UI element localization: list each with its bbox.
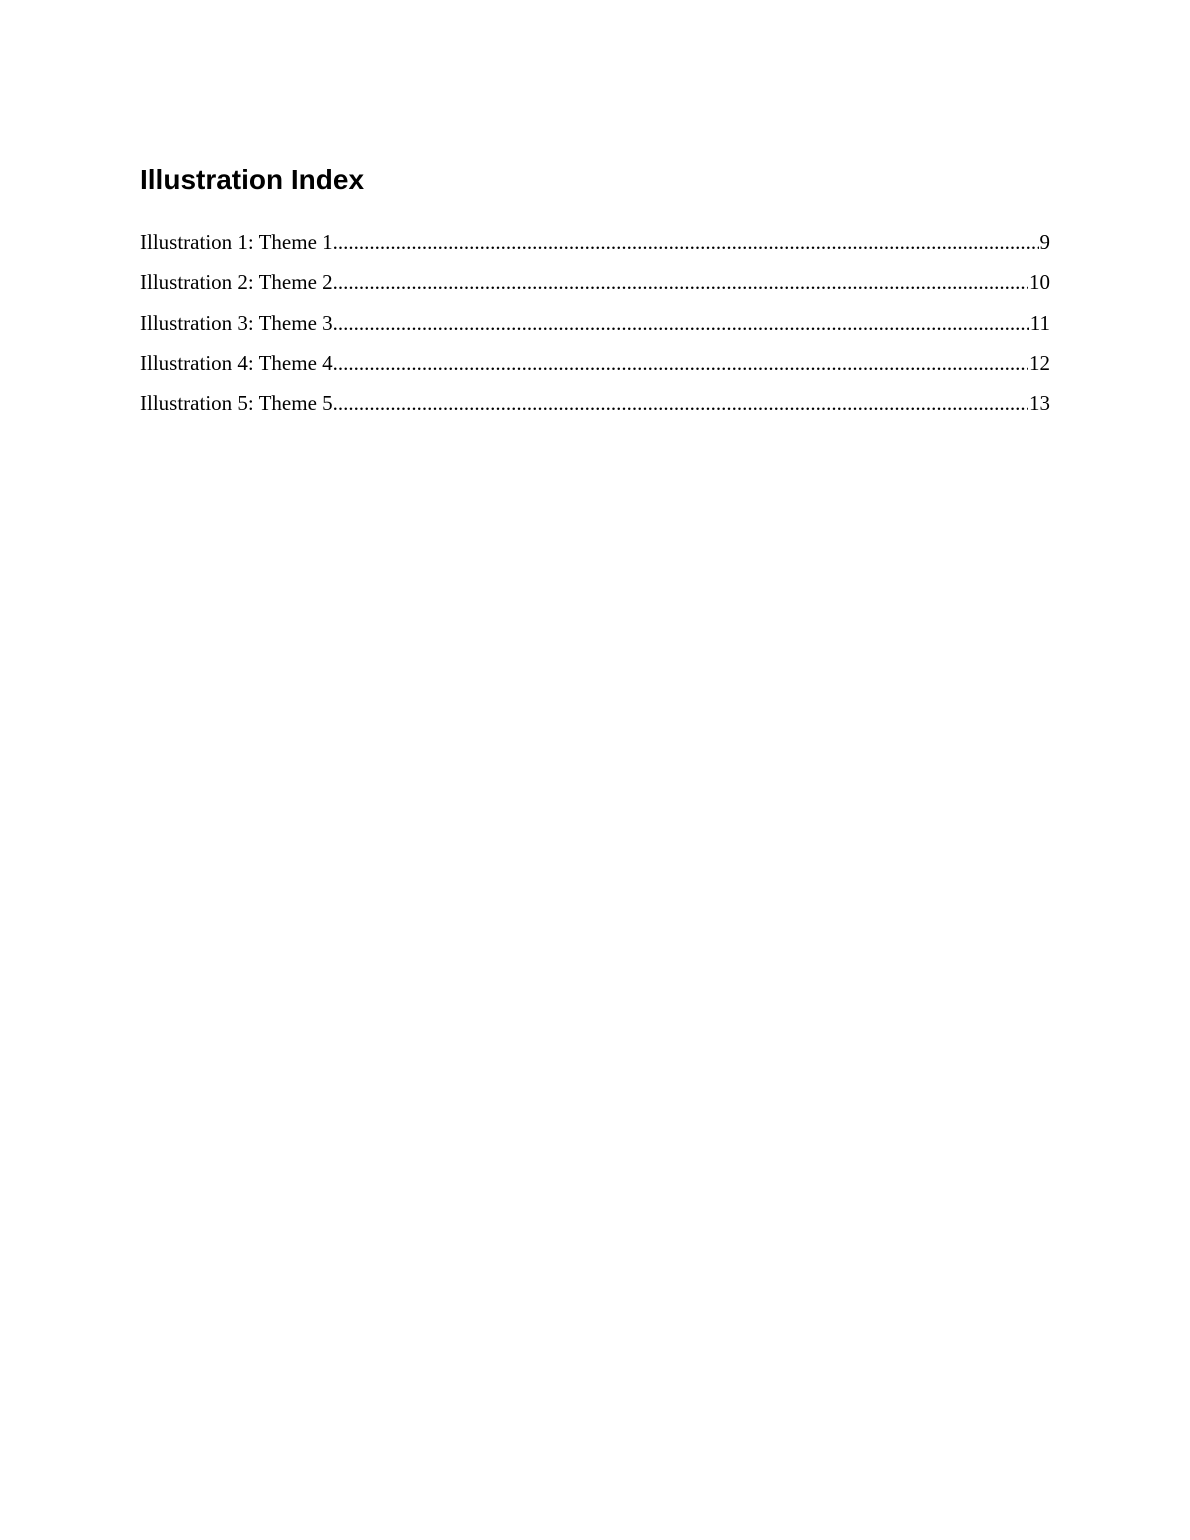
index-entry-label: Illustration 2: Theme 2 <box>140 270 333 295</box>
index-entry-label: Illustration 4: Theme 4 <box>140 350 333 375</box>
index-entry-illustration-1[interactable] <box>140 222 1050 262</box>
index-entry-label: Illustration 3: Theme 3 <box>140 310 333 335</box>
dot-leader <box>333 303 1029 343</box>
index-entry-illustration-2[interactable] <box>140 262 1050 302</box>
index-entry-page-number: 10 <box>1029 270 1050 295</box>
index-entry-page-number: 9 <box>1039 230 1050 254</box>
index-entry-label: Illustration 1: Theme 1 <box>140 230 333 254</box>
illustration-index-heading: Illustration Index <box>140 164 365 195</box>
index-entry-page-number: 12 <box>1029 350 1050 375</box>
dot-leader <box>333 222 1039 262</box>
index-entry-page-number: 13 <box>1029 391 1050 416</box>
dot-leader <box>333 262 1028 302</box>
dot-leader <box>333 343 1028 383</box>
index-entry-illustration-5[interactable] <box>140 383 1050 423</box>
index-entry-illustration-3[interactable] <box>140 303 1050 343</box>
dot-leader <box>333 383 1028 423</box>
document-body <box>140 160 1050 423</box>
index-entry-page-number: 11 <box>1029 310 1050 335</box>
index-entry-label: Illustration 5: Theme 5 <box>140 391 333 416</box>
illustration-index-list <box>140 222 1050 423</box>
index-entry-illustration-4[interactable] <box>140 343 1050 383</box>
